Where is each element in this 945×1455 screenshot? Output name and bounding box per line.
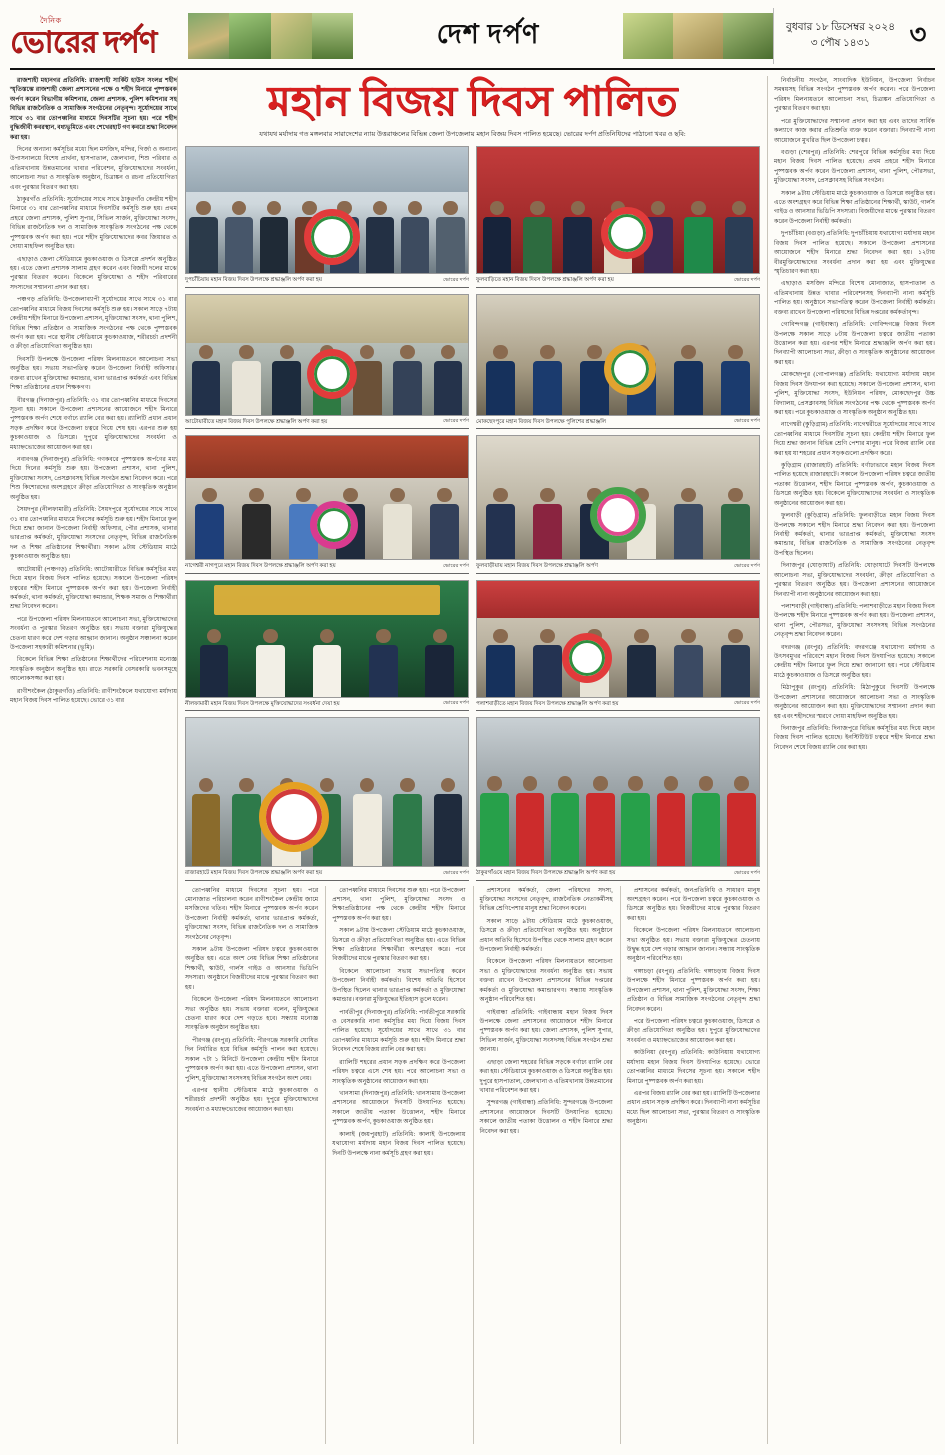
article-paragraph: মোকছেদপুর (গোপালগঞ্জ) প্রতিনিধি: যথাযোগ্য মর্যাদায় মহান বিজয় দিবস উদযাপন করা হয়েছে। সকালে উপজেলা প্রশাসন, থানা পুলিশ, মুক্তিযোদ্ধা সংসদ, ইউনিয়ন পরিষদ, মোকছেদপুর উচ্চ বিদ্যালয়, প্রেসক্লাবসহ বিভিন্ন সংগঠনের পক্ষ থেকে পুষ্পস্তবক অর্পণ করা হয়। পরে কুচকাওয়াজ ও সাংস্কৃতিক অনুষ্ঠান অনুষ্ঠিত হয়। <box>774 371 935 416</box>
article-paragraph: তোপধ্বনির মাধ্যমে দিবসের সূচনা হয়। পরে মোনাজাত পরিচালনা করেন রাণীশংকৈল কেন্দ্রীয় জামে মসজিদের খতিব। শহীদ মিনারে পুষ্পস্তবক অর্পণ করেন উপজেলা নির্বাহী কর্মকর্তা, থানার ভারপ্রাপ্ত কর্মকর্তা, মুক্তিযোদ্ধা সংসদ, বিভিন্ন রাজনৈতিক দল ও সামাজিক সংগঠনের নেতৃবৃন্দ। <box>185 886 319 941</box>
article-paragraph: ফুলবাড়ী (কুড়িগ্রাম) প্রতিনিধি: ফুলবাড়ীতে মহান বিজয় দিবস উপলক্ষে সকালে শহীদ মিনারে শ্রদ্ধা নিবেদন করা হয়। উপজেলা নির্বাহী কর্মকর্তা, থানার ভারপ্রাপ্ত কর্মকর্তা, মুক্তিযোদ্ধা সংসদ কমান্ডার, বিভিন্ন রাজনৈতিক ও সামাজিক সংগঠনের নেতৃবৃন্দ উপস্থিত ছিলেন। <box>774 512 935 557</box>
caption-text: নাগেশ্বরী নাগপুরে মহান বিজয় দিবস উপলক্ষে শ্রদ্ধাঞ্জলি অর্পণ করা হয় <box>185 563 336 570</box>
article-paragraph: বিকেলে উপজেলা পরিষদ মিলনায়তনে আলোচনা সভা অনুষ্ঠিত হয়। সভায় বক্তারা বলেন, মুক্তিযুদ্ধের চেতনা ধারণ করে দেশ গড়তে হবে। সন্ধ্যায় মনোজ্ঞ সাংস্কৃতিক অনুষ্ঠান অনুষ্ঠিত হয়। <box>185 996 319 1032</box>
article-paragraph: নাগেশ্বরী (কুড়িগ্রাম) প্রতিনিধি: নাগেশ্বরীতে সূর্যোদয়ের সাথে সাথে তোপধ্বনির মাধ্যমে দিবসটির সূচনা হয়। কেন্দ্রীয় শহীদ মিনারে ফুল দিয়ে শ্রদ্ধা জানান বিভিন্ন শ্রেণি পেশার মানুষ। পরে বিজয় র‍্যালি বের করা হয় যা শহরের প্রধান সড়কগুলো প্রদক্ষিণ করে। <box>774 421 935 457</box>
headline-area <box>185 76 760 127</box>
photo-police-wreath <box>476 294 760 416</box>
masthead-photo-strip-left <box>188 13 353 59</box>
article-paragraph: এরপর বিজয় র‍্যালি বের করা হয়। র‍্যালিটি উপজেলার প্রধান প্রধান সড়ক প্রদক্ষিণ করে। দিনব্যাপী নানা কর্মসূচির মধ্যে ছিল আলোচনা সভা, পুরস্কার বিতরণ ও সাংস্কৃতিক অনুষ্ঠান। <box>626 1089 760 1126</box>
newspaper-logo[interactable] <box>10 8 188 64</box>
article-paragraph: দিনের অন্যান্য কর্মসূচির মধ্যে ছিল মসজিদ, মন্দির, গির্জা ও অন্যান্য উপাসনালয়ে বিশেষ প্রার্থনা, হাসপাতাল, জেলখানা, শিশু পরিবার ও এতিমখানায় উন্নতমানের খাবার পরিবেশন, মুক্তিযোদ্ধাদের সংবর্ধনা, আলোচনা সভা ও সাংস্কৃতিক অনুষ্ঠান, চিত্রাঙ্কন ও রচনা প্রতিযোগিতা এবং পুরস্কার বিতরণ করা হয়। <box>10 145 177 191</box>
article-paragraph: দিবসটি উপলক্ষে উপজেলা পরিষদ মিলনায়তনে আলোচনা সভা অনুষ্ঠিত হয়। সভায় সভাপতিত্ব করেন উপজেলা নির্বাহী অফিসার। বক্তব্য রাখেন মুক্তিযোদ্ধা কমান্ডার, থানা ভারপ্রাপ্ত কর্মকর্তা এবং বিভিন্ন শিক্ষা প্রতিষ্ঠানের প্রধান শিক্ষকগণ। <box>10 355 177 392</box>
caption-text: আটোয়ারীতে মহান বিজয় দিবস উপলক্ষে শ্রদ্ধাঞ্জলি অর্পণ করা হয় <box>185 418 328 425</box>
logo-kicker: দৈনিক <box>40 15 62 25</box>
photo-credit: ভোরের দর্পণ <box>443 276 469 283</box>
article-paragraph: বদরগঞ্জ (রংপুর) প্রতিনিধি: বদরগঞ্জে যথাযোগ্য মর্যাদায় ও উৎসবমুখর পরিবেশে মহান বিজয় দিবস উদযাপিত হয়েছে। সকালে কেন্দ্রীয় শহীদ মিনারে ফুল দিয়ে শ্রদ্ধা জানানো হয়। পরে স্টেডিয়াম মাঠে কুচকাওয়াজ ও ডিসপ্লে অনুষ্ঠিত হয়। <box>774 643 935 679</box>
article-paragraph: পরে উপজেলা পরিষদ চত্বরে কুচকাওয়াজ, ডিসপ্লে ও ক্রীড়া প্রতিযোগিতা অনুষ্ঠিত হয়। দুপুরে মুক্তিযোদ্ধাদের সংবর্ধনা ও মধ্যাহ্নভোজের আয়োজন করা হয়। <box>626 1018 760 1044</box>
article-paragraph: বিকেলে আলোচনা সভায় সভাপতিত্ব করেন উপজেলা নির্বাহী কর্মকর্তা। বিশেষ অতিথি হিসেবে উপস্থিত ছিলেন থানার ভারপ্রাপ্ত কর্মকর্তা ও মুক্তিযোদ্ধা কমান্ডার। বক্তারা মুক্তিযুদ্ধের ইতিহাস তুলে ধরেন। <box>332 967 466 1004</box>
photo-credit: ভোরের দর্পণ <box>734 869 760 876</box>
photo-caption <box>476 274 760 288</box>
photo-rally-women <box>476 717 760 867</box>
left-text-column <box>10 76 178 1444</box>
photo-wreath-ceremony-8 <box>476 580 760 698</box>
caption-text: ঠাকুরগাঁওয়ে মহান বিজয় দিবস উপলক্ষে শ্রদ্ধাঞ্জলি অর্পণ করা হয় <box>476 870 616 877</box>
photo-credit: ভোরের দর্পণ <box>734 276 760 283</box>
photo-caption <box>476 698 760 712</box>
article-paragraph: প্রশাসনের কর্মকর্তা, জনপ্রতিনিধি ও সাধারণ মানুষ অংশগ্রহণ করেন। পরে উপজেলা চত্বরে কুচকাওয়াজ ও ডিসপ্লে অনুষ্ঠিত হয়। বিজয়ীদের মাঝে পুরস্কার বিতরণ করা হয়। <box>626 886 760 922</box>
caption-text: ফুলবাড়ীয়ায় মহান বিজয় দিবস উপলক্ষে শ্রদ্ধাঞ্জলি অর্পণ <box>476 563 599 570</box>
article-paragraph: পরে উপজেলা পরিষদ মিলনায়তনে আলোচনা সভা, মুক্তিযোদ্ধাদের সংবর্ধনা ও পুরস্কার বিতরণ অনুষ্ঠিত হয়। সভায় বক্তারা মুক্তিযুদ্ধের চেতনা ধারণ করে দেশ গড়ার আহ্বান জানান। অনুষ্ঠান সঞ্চালনা করেন উপজেলা সহকারী কমিশনার (ভূমি)। <box>10 615 177 652</box>
masthead-photo-strip-right <box>623 13 773 59</box>
caption-text: দুপচাঁচিয়ায় মহান বিজয় দিবস উপলক্ষে শ্রদ্ধাঞ্জলি অর্পণ করা হয় <box>185 277 323 284</box>
photo-cell <box>185 580 469 713</box>
article-paragraph: এছাড়াও মসজিদ মন্দিরে বিশেষ মোনাজাত, হাসপাতাল ও এতিমখানায় উন্নত খাবার পরিবেশনসহ দিনব্যাপী নানা কর্মসূচি পালিত হয়। অনুষ্ঠানে সভাপতিত্ব করেন উপজেলা নির্বাহী কর্মকর্তা। বক্তব্য রাখেন উপজেলা পরিষদের বিভিন্ন দপ্তরের কর্মকর্তাবৃন্দ। <box>774 280 935 316</box>
photo-cell <box>476 146 760 289</box>
article-paragraph: নবাবগঞ্জ (দিনাজপুর) প্রতিনিধি: গণকবরে পুষ্পস্তবক অর্পণের মধ্য দিয়ে দিনের কর্মসূচি শুরু হয়। উপজেলা প্রশাসন, থানা পুলিশ, মুক্তিযোদ্ধা সংসদ, প্রেসক্লাবসহ বিভিন্ন সংগঠন শ্রদ্ধা নিবেদন করে। পরে শিশু কিশোরদের অংশগ্রহণে ক্রীড়া প্রতিযোগিতা ও সাংস্কৃতিক অনুষ্ঠান অনুষ্ঠিত হয়। <box>10 456 177 501</box>
photo-wreath-ceremony-2 <box>476 146 760 274</box>
photo-credit: ভোরের দর্পণ <box>443 418 469 425</box>
photo-cell <box>476 435 760 575</box>
masthead-strip <box>188 8 773 64</box>
article-paragraph: পঞ্চগড় প্রতিনিধি: উপজেলাব্যাপী সূর্যোদয়ের সাথে সাথে ৩১ বার তোপধ্বনির মাধ্যমে বিজয় দিবসের কর্মসূচি শুরু হয়। সকাল সাড়ে ৭টায় কেন্দ্রীয় শহীদ মিনারে উপজেলা প্রশাসন, মুক্তিযোদ্ধা সংসদ, থানা পুলিশ, বিভিন্ন শিক্ষা প্রতিষ্ঠান ও সামাজিক সংগঠনের পক্ষ থেকে পুষ্পস্তবক অর্পণ করা হয়। পরে স্থানীয় স্টেডিয়ামে কুচকাওয়াজ, শরীরচর্চা প্রদর্শনী ও ক্রীড়া প্রতিযোগিতা অনুষ্ঠিত হয়। <box>10 296 177 351</box>
right-text-column <box>767 76 935 1444</box>
article-paragraph: বিকেলে বিভিন্ন শিক্ষা প্রতিষ্ঠানের শিক্ষার্থীদের পরিবেশনায় মনোজ্ঞ সাংস্কৃতিক অনুষ্ঠান অনুষ্ঠিত হয়। রাতে সরকারি বেসরকারি ভবনসমূহে আলোকসজ্জা করা হয়। <box>10 656 177 683</box>
photo-credit: ভোরের দর্পণ <box>443 562 469 569</box>
photo-credit: ভোরের দর্পণ <box>443 869 469 876</box>
photo-caption <box>476 867 760 881</box>
photo-caption <box>185 867 469 881</box>
article-paragraph: আটোয়ারী (পঞ্চগড়) প্রতিনিধি: আটোয়ারীতে বিভিন্ন কর্মসূচির মধ্য দিয়ে মহান বিজয় দিবস পালিত হয়েছে। সকালে উপজেলা পরিষদ চত্বরের শহীদ মিনারে পুষ্পস্তবক অর্পণ করা হয়। উপজেলা নির্বাহী কর্মকর্তা, থানা কর্মকর্তা, মুক্তিযোদ্ধা কমান্ডার, শিক্ষক সমাজ ও শিক্ষার্থীরা শ্রদ্ধা নিবেদন করেন। <box>10 565 177 611</box>
photo-caption <box>185 416 469 430</box>
section-title: দেশ দর্পণ <box>436 18 540 49</box>
caption-text: পলাশবাড়ীতে মহান বিজয় দিবস উপলক্ষে শ্রদ্ধাঞ্জলি অর্পণ করা হয় <box>476 700 619 707</box>
article-paragraph: সকাল ৯টায় উপজেলা স্টেডিয়াম মাঠে কুচকাওয়াজ, ডিসপ্লে ও ক্রীড়া প্রতিযোগিতা অনুষ্ঠিত হয়। এতে বিভিন্ন শিক্ষা প্রতিষ্ঠানের শিক্ষার্থীরা অংশগ্রহণ করে। পরে বিজয়ীদের মাঝে পুরস্কার বিতরণ করা হয়। <box>332 927 466 963</box>
photo-caption <box>476 560 760 574</box>
photo-cell <box>476 717 760 882</box>
article-paragraph: বগুড়া (শেরপুর) প্রতিনিধি: শেরপুরে বিভিন্ন কর্মসূচির মধ্য দিয়ে মহান বিজয় দিবস পালিত হয়েছে। প্রথম প্রহরে শহীদ মিনারে পুষ্পস্তবক অর্পণ করেন উপজেলা প্রশাসন, থানা পুলিশ, পৌরসভা, মুক্তিযোদ্ধা সংসদ, প্রেসক্লাবসহ বিভিন্ন সংগঠন। <box>774 148 935 185</box>
photo-cell <box>476 294 760 431</box>
caption-text: নীলফামারী মহান বিজয় দিবস উপলক্ষে মুক্তিযোদ্ধাদের সংবর্ধনা দেয়া হয় <box>185 700 340 707</box>
masthead <box>10 8 935 70</box>
photo-cell <box>476 580 760 713</box>
photo-wreath-ceremony-6 <box>476 435 760 560</box>
article-paragraph: তোপধ্বনির মাধ্যমে দিবসের শুরু হয়। পরে উপজেলা প্রশাসন, থানা পুলিশ, মুক্তিযোদ্ধা সংসদ ও শিক্ষাপ্রতিষ্ঠানের পক্ষ থেকে কেন্দ্রীয় শহীদ মিনারে পুষ্পস্তবক অর্পণ করা হয়। <box>332 886 466 922</box>
photo-caption <box>185 560 469 574</box>
article-paragraph: পলাশবাড়ী (গাইবান্ধা) প্রতিনিধি: পলাশবাড়ীতে মহান বিজয় দিবস উপলক্ষে শহীদ মিনারে পুষ্পস্তবক অর্পণ করা হয়। উপজেলা প্রশাসন, থানা পুলিশ, পৌরসভা, মুক্তিযোদ্ধা সংসদসহ বিভিন্ন সংগঠনের নেতৃবৃন্দ শ্রদ্ধা নিবেদন করেন। <box>774 602 935 639</box>
article-paragraph: কুড়িগ্রাম (রাজারহাট) প্রতিনিধি: বর্ণাঢ্যভাবে মহান বিজয় দিবস পালিত হয়েছে রাজারহাটে। সকালে উপজেলা পরিষদ চত্বরে জাতীয় পতাকা উত্তোলন, শহীদ মিনারে পুষ্পস্তবক অর্পণ, কুচকাওয়াজ ও ডিসপ্লে অনুষ্ঠিত হয়। বিকেলে মুক্তিযোদ্ধাদের সংবর্ধনা ও সাংস্কৃতিক অনুষ্ঠানের আয়োজন করা হয়। <box>774 462 935 507</box>
logo-title: ভোরের দর্পণ <box>10 25 157 59</box>
article-paragraph: পার্বতীপুর (দিনাজপুর) প্রতিনিধি: পার্বতীপুরে সরকারি ও বেসরকারি নানা কর্মসূচির মধ্য দিয়ে বিজয় দিবস পালিত হয়েছে। সূর্যোদয়ের সাথে সাথে ৩১ বার তোপধ্বনির মাধ্যমে কর্মসূচি শুরু হয়। শহীদ মিনারে শ্রদ্ধা নিবেদন শেষে বিজয় র‍্যালি বের করা হয়। <box>332 1008 466 1054</box>
article-paragraph: বিকেলে উপজেলা পরিষদ মিলনায়তনে আলোচনা সভা অনুষ্ঠিত হয়। সভায় বক্তারা মুক্তিযুদ্ধের চেতনায় উদ্বুদ্ধ হয়ে দেশ গড়ার আহ্বান জানান। সন্ধ্যায় সাংস্কৃতিক অনুষ্ঠান পরিবেশিত হয়। <box>626 927 760 963</box>
page-title: মহান বিজয় দিবস পালিত <box>267 78 678 124</box>
article-paragraph: খানসামা (দিনাজপুর) প্রতিনিধি: খানসামায় উপজেলা প্রশাসনের আয়োজনে দিবসটি উদযাপিত হয়েছে। সকালে জাতীয় পতাকা উত্তোলন, শহীদ মিনারে পুষ্পস্তবক অর্পণ, কুচকাওয়াজ অনুষ্ঠিত হয়। <box>332 1089 466 1126</box>
photo-row <box>185 294 760 431</box>
page-number: ৩ <box>909 20 927 49</box>
article-paragraph: সকাল সাড়ে ৯টায় স্টেডিয়াম মাঠে কুচকাওয়াজ, ডিসপ্লে ও ক্রীড়া প্রতিযোগিতা অনুষ্ঠিত হয়। অনুষ্ঠানে প্রধান অতিথি হিসেবে উপস্থিত থেকে সালাম গ্রহণ করেন উপজেলা নির্বাহী কর্মকর্তা। <box>479 917 613 954</box>
caption-text: মোকছেদপুরে মহান বিজয় দিবস উপলক্ষে পুলিশের শ্রদ্ধাঞ্জলি <box>476 418 607 425</box>
photo-credit: ভোরের দর্পণ <box>734 562 760 569</box>
photo-wreath-ceremony-1 <box>185 146 469 274</box>
article-paragraph: বীরগঞ্জ (দিনাজপুর) প্রতিনিধি: ৩১ বার তোপধ্বনির মাধ্যমে দিবসের সূচনা হয়। সকালে উপজেলা প্রশাসনের আয়োজনে শহীদ মিনারে পুষ্পস্তবক অর্পণ শেষে বর্ণাঢ্য র‍্যালি বের করা হয়। র‍্যালিটি প্রধান প্রধান সড়ক প্রদক্ষিণ করে উপজেলা চত্বরে গিয়ে শেষ হয়। এরপর শুরু হয় কুচকাওয়াজ ও ডিসপ্লে। দুপুরে মুক্তিযোদ্ধাদের সংবর্ধনা ও মধ্যাহ্নভোজের আয়োজন করা হয়। <box>10 396 177 451</box>
article-paragraph: এরপর স্থানীয় স্টেডিয়াম মাঠে কুচকাওয়াজ ও শরীরচর্চা প্রদর্শনী অনুষ্ঠিত হয়। দুপুরে মুক্তিযোদ্ধাদের সংবর্ধনা ও মধ্যাহ্নভোজের আয়োজন করা হয়। <box>185 1086 319 1113</box>
article-paragraph: মিঠাপুকুর (রংপুর) প্রতিনিধি: মিঠাপুকুরে দিবসটি উপলক্ষে উপজেলা প্রশাসনের আয়োজনে আলোচনা সভা ও সাংস্কৃতিক অনুষ্ঠানের আয়োজন করা হয়। মুক্তিযোদ্ধাদের সম্মাননা প্রদান করা হয় এবং শহীদদের স্মরণে দোয়া মাহফিল অনুষ্ঠিত হয়। <box>774 684 935 720</box>
photo-caption <box>185 698 469 712</box>
article-paragraph: পীরগঞ্জ (রংপুর) প্রতিনিধি: পীরগঞ্জে সরকারি ঘোষিত দিন নির্ধারিত হয়ে বিভিন্ন কর্মসূচি পালন করা হয়েছে। সকাল ৭টা ১ মিনিটে উপজেলা কেন্দ্রীয় শহীদ মিনারে পুষ্পস্তবক অর্পণ করা হয়। এতে উপজেলা প্রশাসন, থানা পুলিশ, মুক্তিযোদ্ধা সংসদসহ বিভিন্ন সংগঠন অংশ নেয়। <box>185 1036 319 1082</box>
photo-credit: ভোরের দর্পণ <box>734 418 760 425</box>
article-paragraph: দুপচাঁচিয়া (বগুড়া) প্রতিনিধি: দুপচাঁচিয়ায় যথাযোগ্য মর্যাদায় মহান বিজয় দিবস পালিত হয়েছে। সকালে উপজেলা প্রশাসনের আয়োজনে শহীদ মিনারে শ্রদ্ধা নিবেদন করা হয়। ১২টায় বীরমুক্তিযোদ্ধাদের সংবর্ধনা প্রদান করা হয় এবং মুক্তিযুদ্ধের স্মৃতিচারণ করা হয়। <box>774 230 935 276</box>
date-bengali: ৩ পৌষ ১৪৩১ <box>810 38 871 49</box>
article-paragraph: সৈয়দপুর (নীলফামারী) প্রতিনিধি: সৈয়দপুরে সূর্যোদয়ের সাথে সাথে ৩১ বার তোপধ্বনির মাধ্যমে দিবসের কর্মসূচি শুরু হয়। শহীদ মিনারে ফুল দিয়ে শ্রদ্ধা জানান উপজেলা নির্বাহী অফিসার, পৌর প্রশাসক, থানার ভারপ্রাপ্ত কর্মকর্তা, মুক্তিযোদ্ধা সংসদের নেতৃবৃন্দ, বিভিন্ন রাজনৈতিক দল ও শিক্ষা প্রতিষ্ঠানের শিক্ষার্থীরা। সকাল ৯টায় স্টেডিয়াম মাঠে কুচকাওয়াজ অনুষ্ঠিত হয়। <box>10 506 177 561</box>
bottom-text-columns <box>185 886 760 1444</box>
article-paragraph: কালাই (জয়পুরহাট) প্রতিনিধি: কালাই উপজেলায় যথাযোগ্য মর্যাদায় মহান বিজয় দিবস পালিত হয়েছে। দিনটি উপলক্ষে নানা কর্মসূচি গ্রহণ করা হয়। <box>332 1130 466 1157</box>
bottom-column-1 <box>185 886 318 1444</box>
date-block <box>773 8 901 64</box>
headline-subtext: যথাযথ মর্যাদায় গত মঙ্গলবার সারাদেশের ন্যায় উত্তরাঞ্চলের বিভিন্ন জেলা উপজেলায় মহান বিজয় দিবস পালিত হয়েছে। ভোরের দর্পণ প্রতিনিধিদের পাঠানো খবর ও ছবি: <box>259 131 686 139</box>
photo-credit: ভোরের দর্পণ <box>734 700 760 707</box>
photo-cell <box>185 146 469 289</box>
page-content <box>10 76 935 1444</box>
article-paragraph: গঙ্গাচড়া (রংপুর) প্রতিনিধি: গঙ্গাচড়ায় বিজয় দিবস উপলক্ষে শহীদ মিনারে পুষ্পস্তবক অর্পণ করা হয়। উপজেলা প্রশাসন, থানা পুলিশ, মুক্তিযোদ্ধা সংসদ, শিক্ষা প্রতিষ্ঠান ও বিভিন্ন সামাজিক সংগঠনের নেতৃবৃন্দ শ্রদ্ধা নিবেদন করেন। <box>626 967 760 1013</box>
article-paragraph: রাণীশংকৈল (ঠাকুরগাঁও) প্রতিনিধি: রাণীশংকৈলে যথাযোগ্য মর্যাদায় মহান বিজয় দিবস পালিত হয়েছে। ভোরে ৩১ বার <box>10 687 177 705</box>
bottom-column-3 <box>473 886 613 1444</box>
article-paragraph: নির্বাচনীয় সংগঠন, সাংবাদিক ইউনিয়ন, উপজেলা নির্বাচন সমন্বয়সহ বিভিন্ন সংগঠন পুষ্পস্তবক অর্পণ করেন। পরে উপজেলা পরিষদ মিলনায়তনে আলোচনা সভা, চিত্রাঙ্কন প্রতিযোগিতা ও পুরস্কার বিতরণ করা হয়। <box>774 77 935 113</box>
article-paragraph: সকাল ৯টায় উপজেলা পরিষদ চত্বরে কুচকাওয়াজ অনুষ্ঠিত হয়। এতে অংশ নেয় বিভিন্ন শিক্ষা প্রতিষ্ঠানের শিক্ষার্থী, স্কাউট, গার্লস গাইড ও আনসার ভিডিপি সদস্যরা। অনুষ্ঠানে বিজয়ীদের মাঝে পুরস্কার বিতরণ করা হয়। <box>185 946 319 991</box>
article-paragraph: গোবিন্দগঞ্জ (গাইবান্ধা) প্রতিনিধি: গোবিন্দগঞ্জে বিজয় দিবস উপলক্ষে সকাল সাড়ে ৮টায় উপজেলা চত্বরে জাতীয় পতাকা উত্তোলন করা হয়। এরপর শহীদ মিনারে শ্রদ্ধাঞ্জলি অর্পণ করা হয়। দিনব্যাপী আলোচনা সভা, ক্রীড়া ও সাংস্কৃতিক অনুষ্ঠানের আয়োজন করা হয়। <box>774 321 935 366</box>
photo-cell <box>185 717 469 882</box>
article-paragraph: এছাড়াও জেলা স্টেডিয়ামে কুচকাওয়াজ ও ডিসপ্লে প্রদর্শন অনুষ্ঠিত হয়। এতে জেলা প্রশাসক সালাম গ্রহণ করেন এবং বিজয়ী দলের মাঝে পুরস্কার বিতরণ করেন। বিকেলে মুক্তিযোদ্ধা ও শহীদ পরিবারের সদস্যদের সম্মাননা প্রদান করা হয়। <box>10 255 177 291</box>
photo-scouts-wreath <box>185 717 469 867</box>
photo-cell <box>185 435 469 575</box>
photo-credit: ভোরের দর্পণ <box>443 700 469 707</box>
article-paragraph: এছাড়া জেলা শহরের বিভিন্ন সড়কে বর্ণাঢ্য র‍্যালি বের করা হয়। স্টেডিয়ামে কুচকাওয়াজ ও ডিসপ্লে অনুষ্ঠিত হয়। দুপুরে হাসপাতাল, জেলখানা ও এতিমখানায় উন্নতমানের খাবার পরিবেশন করা হয়। <box>479 1058 613 1094</box>
photo-freedom-fighter-reception <box>185 580 469 698</box>
bottom-column-4 <box>620 886 760 1444</box>
article-paragraph: দিনাজপুর (ঘোড়াঘাট) প্রতিনিধি: ঘোড়াঘাটে দিবসটি উপলক্ষে আলোচনা সভা, মুক্তিযোদ্ধাদের সংবর্ধনা, ক্রীড়া প্রতিযোগিতা ও পুরস্কার বিতরণ অনুষ্ঠিত হয়। উপজেলা প্রশাসনের আয়োজনে দিনব্যাপী নানা অনুষ্ঠানের আয়োজন করা হয়। <box>774 562 935 598</box>
caption-text: রাজারহাটে মহান বিজয় দিবস উপলক্ষে শ্রদ্ধাঞ্জলি অর্পণ করা হয় <box>185 870 323 877</box>
photo-grid <box>185 146 760 882</box>
photo-row <box>185 146 760 289</box>
photo-row <box>185 717 760 882</box>
photo-wreath-ceremony-3 <box>185 294 469 416</box>
article-paragraph: সকাল ৯টায় স্টেডিয়াম মাঠে কুচকাওয়াজ ও ডিসপ্লে অনুষ্ঠিত হয়। এতে অংশগ্রহণ করে বিভিন্ন শিক্ষা প্রতিষ্ঠানের শিক্ষার্থী, স্কাউট, গার্লস গাইড ও আনসার ভিডিপি সদস্যরা। বিজয়ীদের মাঝে পুরস্কার বিতরণ করেন উপজেলা নির্বাহী কর্মকর্তা। <box>774 189 935 225</box>
photo-row <box>185 435 760 575</box>
article-paragraph: সুন্দরগঞ্জ (গাইবান্ধা) প্রতিনিধি: সুন্দরগঞ্জে উপজেলা প্রশাসনের আয়োজনে দিবসটি উদযাপিত হয়েছে। সকালে জাতীয় পতাকা উত্তোলন ও শহীদ মিনারে শ্রদ্ধা নিবেদন করা হয়। <box>479 1099 613 1135</box>
date-gregorian: বুধবার ১৮ ডিসেম্বর ২০২৪ <box>785 22 896 34</box>
main-column <box>185 76 760 1444</box>
article-paragraph: পরে মুক্তিযোদ্ধাদের সম্মাননা প্রদান করা হয় এবং তাদের সার্বিক কল্যাণে কাজ করার প্রতিশ্রুতি ব্যক্ত করেন বক্তারা। দিনব্যাপী নানা আয়োজনে মুখরিত ছিল উপজেলা চত্বর। <box>774 117 935 144</box>
photo-cell <box>185 294 469 431</box>
bottom-column-2 <box>325 886 465 1444</box>
article-paragraph: র‍্যালিটি শহরের প্রধান সড়ক প্রদক্ষিণ করে উপজেলা পরিষদ চত্বরে এসে শেষ হয়। পরে আলোচনা সভা ও সাংস্কৃতিক অনুষ্ঠানের আয়োজন করা হয়। <box>332 1058 466 1085</box>
article-paragraph: প্রশাসনের কর্মকর্তা, জেলা পরিষদের সদস্য, মুক্তিযোদ্ধা সংসদের নেতৃবৃন্দ, রাজনৈতিক নেতাকর্মীসহ বিভিন্ন শ্রেণিপেশার মানুষ শ্রদ্ধা নিবেদন করেন। <box>479 886 613 913</box>
article-paragraph: ঠাকুরগাঁও প্রতিনিধি: সূর্যোদয়ের সাথে সাথে ঠাকুরগাঁও কেন্দ্রীয় শহীদ মিনারে ৩১ বার তোপধ্বনির মাধ্যমে দিবসটির কর্মসূচি শুরু হয়। প্রথম প্রহরে জেলা প্রশাসক, পুলিশ সুপার, সিভিল সার্জন, মুক্তিযোদ্ধা সংসদ, বিভিন্ন রাজনৈতিক দল ও সামাজিক সাংস্কৃতিক সংগঠনের পক্ষ থেকে পুষ্পস্তবক অর্পণ করা হয়। পরে শহীদ মুক্তিযোদ্ধাদের কবর জিয়ারত ও দোয়া মাহফিল অনুষ্ঠিত হয়। <box>10 196 177 251</box>
photo-caption <box>185 274 469 288</box>
article-paragraph: গাইবান্ধা প্রতিনিধি: গাইবান্ধায় মহান বিজয় দিবস উপলক্ষে জেলা প্রশাসনের আয়োজনে শহীদ মিনারে পুষ্পস্তবক অর্পণ করা হয়। জেলা প্রশাসক, পুলিশ সুপার, সিভিল সার্জন, মুক্তিযোদ্ধা সংসদসহ বিভিন্ন সংগঠন শ্রদ্ধা জানায়। <box>479 1008 613 1054</box>
article-paragraph: দিনাজপুর প্রতিনিধি: দিনাজপুরে বিভিন্ন কর্মসূচির মধ্য দিয়ে মহান বিজয় দিবস পালিত হয়েছে। ইনস্টিটিউট চত্বরে শহীদ মিনারে শ্রদ্ধা নিবেদন শেষে বিজয় র‍্যালি বের করা হয়। <box>774 725 935 751</box>
caption-text: ফুলবাড়িতে মহান বিজয় দিবস উপলক্ষে শ্রদ্ধাঞ্জলি অর্পণ করা হয় <box>476 277 614 284</box>
photo-caption <box>476 416 760 430</box>
photo-row <box>185 580 760 713</box>
article-paragraph: কাউনিয়া (রংপুর) প্রতিনিধি: কাউনিয়ায় যথাযোগ্য মর্যাদায় মহান বিজয় দিবস উদযাপিত হয়েছে। ভোরে তোপধ্বনির মাধ্যমে দিবসের সূচনা হয়। সকালে শহীদ মিনারে পুষ্পস্তবক অর্পণ করা হয়। <box>626 1049 760 1085</box>
article-paragraph: রাজশাহী মহানগর প্রতিনিধি: রাজশাহী সার্কিট হাউস সংলগ্ন শহীদ স্মৃতিস্তম্ভে রাজশাহী জেলা প্রশাসনের পক্ষে ও শহীদ মিনারে পুষ্পস্তবক অর্পণ করেন বিভাগীয় কমিশনার, জেলা প্রশাসক, পুলিশ কমিশনার সহ বিভিন্ন রাজনৈতিক ও সামাজিক সংগঠনের নেতৃবৃন্দ। সূর্যোদয়ের সাথে সাথে ৩১ বার তোপধ্বনির মাধ্যমে দিবসটির সূচনা হয়। পরে শহীদ বুদ্ধিজীবী কবরস্থান, বধ্যভূমিতে এবং শেখেরহাট গণ কবরে শ্রদ্ধা নিবেদন করা হয়। <box>10 77 177 141</box>
photo-wreath-ceremony-5 <box>185 435 469 560</box>
article-paragraph: বিকেলে উপজেলা পরিষদ মিলনায়তনে আলোচনা সভা ও মুক্তিযোদ্ধাদের সংবর্ধনা অনুষ্ঠিত হয়। সভায় বক্তব্য রাখেন উপজেলা প্রশাসনের বিভিন্ন দপ্তরের কর্মকর্তা ও মুক্তিযোদ্ধা কমান্ডারগণ। সন্ধ্যায় সাংস্কৃতিক অনুষ্ঠান পরিবেশিত হয়। <box>479 958 613 1004</box>
